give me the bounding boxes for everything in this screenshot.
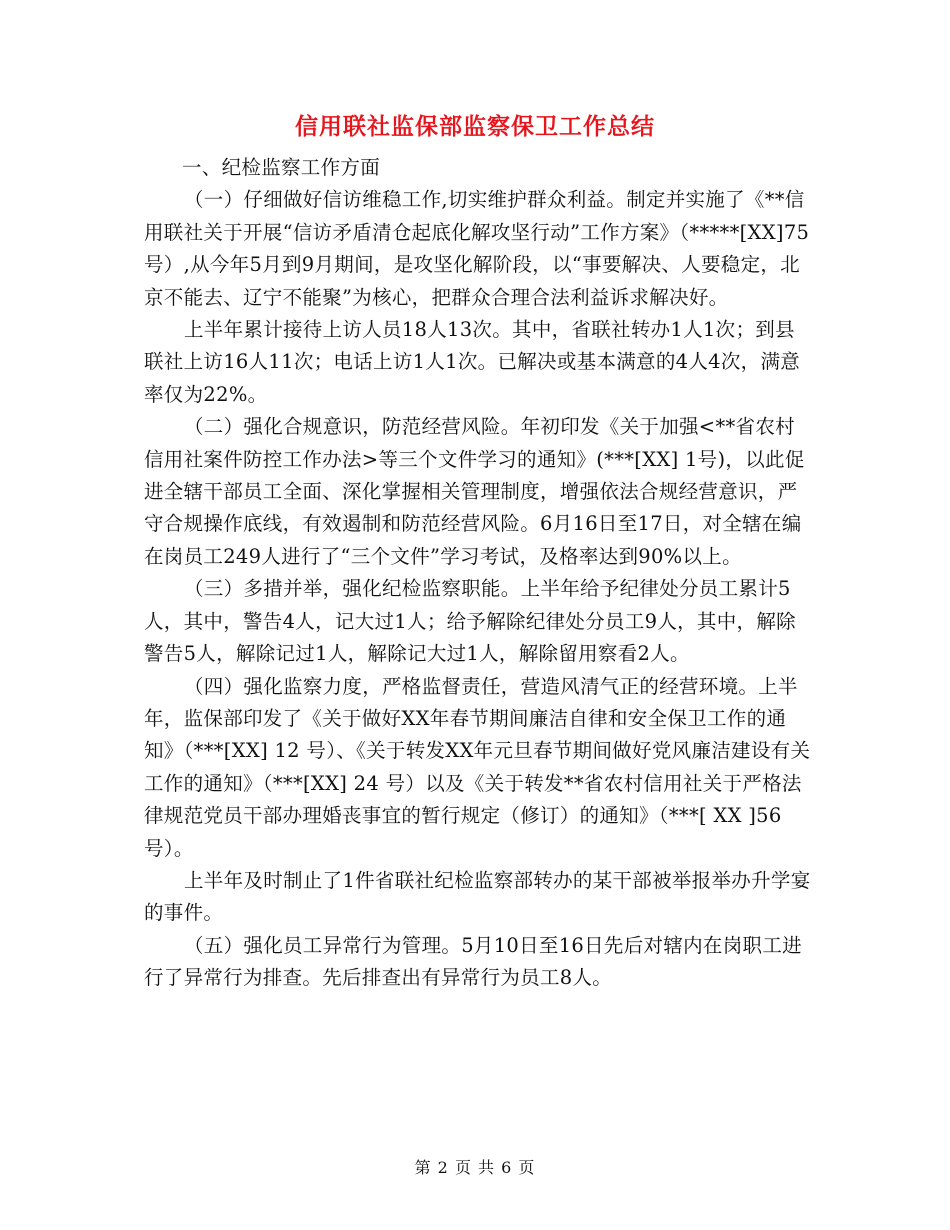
page-number-footer: 第 2 页 共 6 页 (414, 1158, 536, 1177)
document-body (144, 152, 812, 995)
paragraph-discipline: （三）多措并举，强化纪检监察职能。上半年给予纪律处分员工累计5人，其中，警告4人，记大过1人；给予解除纪律处分员工9人，其中，解除警告5人，解除记过1人，解除记大过1人，解除留用察看2人。 (144, 577, 796, 666)
document-title: 信用联社监保部监察保卫工作总结 (295, 114, 655, 140)
paragraph-supervision: （四）强化监察力度，严格监督责任，营造风清气正的经营环境。上半年，监保部印发了《关于做好XX年春节期间廉洁自律和安全保卫工作的通知》（***[XX] 12 号）、《关于转发XX年元旦春节期间做好党风廉洁建设有关工作的通知》（***[XX] 24 号）以及《关于转发**省农村信用社关于严格法律规范党员干部办理婚丧事宜的暂行规定（修订）的通知》（***[ XX ]56号）。 (144, 674, 811, 860)
paragraph-compliance: （二）强化合规意识，防范经营风险。年初印发《关于加强<**省农村信用社案件防控工作办法>等三个文件学习的通知》(***[XX] 1号)，以此促进全辖干部员工全面、深化掌握相关管理制度，增强依法合规经营意识，严守合规操作底线，有效遏制和防范经营风险。6月16日至17日，对全辖在编在岗员工249人进行了“三个文件”学习考试，及格率达到90%以上。 (144, 415, 805, 568)
paragraph-abnormal-behavior: （五）强化员工异常行为管理。5月10日至16日先后对辖内在岗职工进行了异常行为排查。先后排查出有异常行为员工8人。 (144, 933, 802, 990)
paragraph-petition-work: （一）仔细做好信访维稳工作,切实维护群众利益。制定并实施了《**信用联社关于开展“信访矛盾清仓起底化解攻坚行动”工作方案》（*****[XX]75号）,从今年5月到9月期间，是攻坚化解阶段，以“事要解决、人要稳定，北京不能去、辽宁不能聚”为核心，把群众合理合法利益诉求解决好。 (144, 188, 810, 309)
section-heading: 一、纪检监察工作方面 (182, 156, 381, 179)
paragraph-petition-stats: 上半年累计接待上访人员18人13次。其中，省联社转办1人1次；到县联社上访16人11次；电话上访1人1次。已解决或基本满意的4人4次，满意率仅为22%。 (144, 318, 801, 406)
paragraph-banquet-case: 上半年及时制止了1件省联社纪检监察部转办的某干部被举报举办升学宴的事件。 (144, 868, 811, 925)
